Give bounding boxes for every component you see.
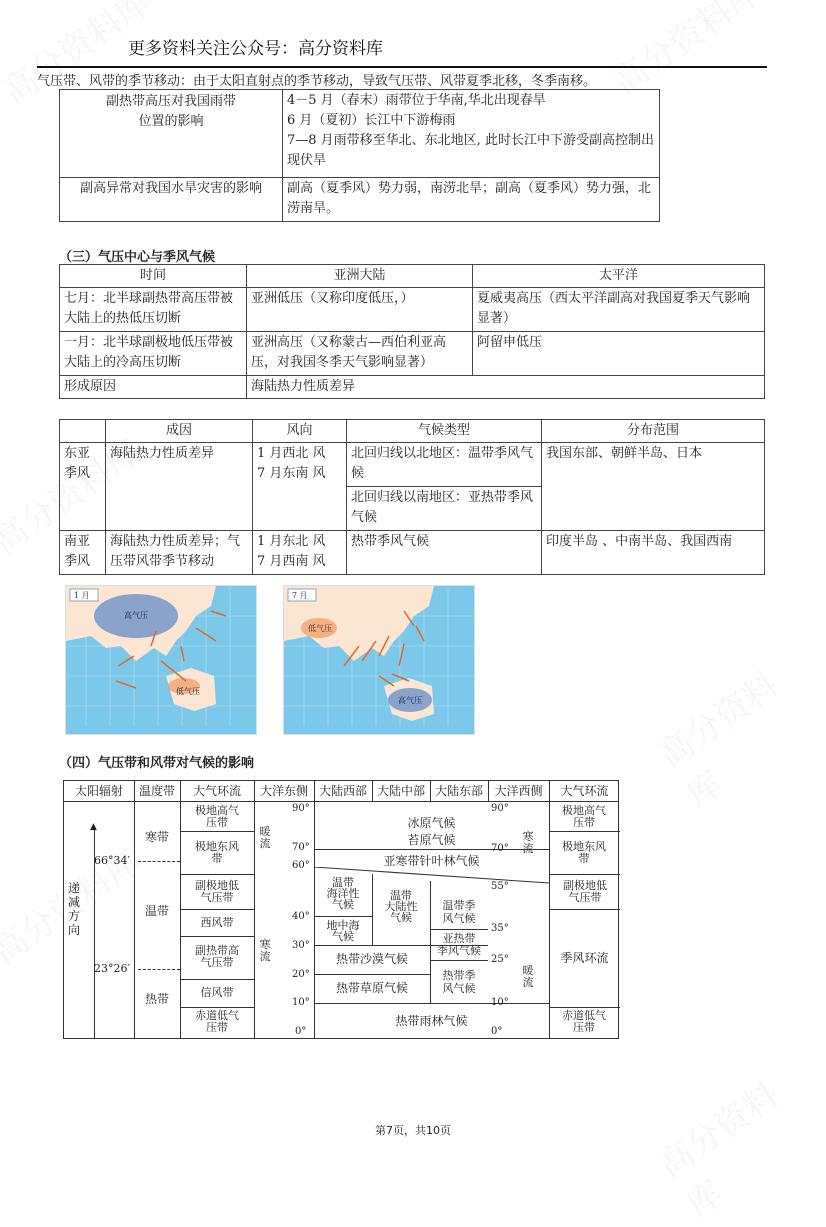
circulation-cell: 极地高气压带 [562,804,606,829]
column-header: 大洋西侧 [494,784,543,798]
circulation-cell: 赤道低气压带 [195,1009,239,1034]
watermark [601,0,768,103]
column-header: 大陆中部 [376,784,425,798]
table-cell: 夏威夷高压（西太平洋副高对我国夏季天气影响显著） [473,288,765,332]
climate-rainforest: 热带雨林气候 [395,1014,468,1028]
table-cell: 七月：北半球副热带高压带被大陆上的热低压切断 [60,288,247,332]
cold-current-label: 寒流 [259,938,271,963]
circulation-cell: 副极地低气压带 [563,879,607,904]
svg-text:低气压: 低气压 [308,624,332,633]
column-header: 成因 [106,420,253,443]
section-title: （四）气压带和风带对气候的影响 [59,756,255,771]
table-cell: 形成原因 [60,376,247,399]
latitude-tick: 10° [491,997,509,1008]
svg-text:高气压: 高气压 [124,611,148,620]
zone-label: 寒带 [144,830,169,844]
column-header: 大气环流 [192,784,241,798]
watermark [647,1051,826,1226]
page-number: 第7页，共10页 [375,1124,451,1137]
column-header: 太平洋 [473,265,765,288]
column-header: 大洋东侧 [259,784,308,798]
header-divider [37,66,767,68]
climate-marine: 温带 海洋性 气候 [326,876,360,911]
column-header: 时间 [60,265,247,288]
latitude-tick: 20° [292,969,310,980]
circulation-cell: 西风带 [200,916,234,929]
climate-cell: 北回归线以北地区：温带季风气候 [347,443,542,487]
column-header: 分布范围 [542,420,765,443]
circulation-cell: 信风带 [200,986,234,999]
row-label: 副热带高压对我国雨带 位置的影响 [60,90,283,178]
climate-desert: 热带沙漠气候 [335,952,408,966]
column-header: 风向 [253,420,347,443]
climate-subtropical-monsoon: 亚热带 季风气候 [437,932,481,957]
subtropical-high-table [59,89,660,222]
column-header: 大陆东部 [434,784,483,798]
latitude-tick: 70° [491,843,509,854]
warm-current-label: 暖流 [522,964,534,989]
circulation-cell: 极地高气压带 [195,804,239,829]
row-content: 4－5 月（春末）雨带位于华南,华北出现春旱 6 月（夏初）长江中下游梅雨 7—8 月雨带移至华北、东北地区, 此时长江中下游受副高控制出现伏旱 [283,90,660,178]
circulation-cell: 副热带高气压带 [195,944,239,969]
map-july [283,585,475,735]
latitude-tick: 0° [491,1026,503,1037]
climate-tropical-monsoon: 热带季 风气候 [442,969,476,995]
latitude-tick: 60° [292,860,310,871]
wind-cell: 1 月西北 风 7 月东南 风 [253,443,347,531]
pressure-center-table [59,264,765,399]
column-header: 气候类型 [347,420,542,443]
climate-cell: 热带季风气候 [347,531,542,575]
climate-temperate-monsoon: 温带季 风气候 [442,899,476,925]
circulation-cell: 赤道低气压带 [562,1009,606,1034]
row-content: 副高（夏季风）势力弱，南涝北旱；副高（夏季风）势力强，北涝南旱。 [283,178,660,222]
map-january [65,585,257,735]
cold-current-label: 寒流 [522,830,534,855]
circulation-cell: 极地东风带 [195,840,239,865]
latitude-tick: 30° [292,940,310,951]
solar-label: 递减方向 [67,881,80,937]
circulation-cell: 季风环流 [560,951,609,965]
column-header: 亚洲大陆 [247,265,473,288]
table-cell: 海陆热力性质差异 [247,376,765,399]
column-header: 太阳辐射 [74,784,123,798]
intro-text: 气压带、风带的季节移动：由于太阳直射点的季节移动，导致气压带、风带夏季北移，冬季南移。 [37,74,597,89]
section-title: （三）气压中心与季风气候 [59,250,216,265]
column-header: 大陆西部 [318,784,367,798]
latitude-tick: 10° [292,997,310,1008]
table-cell: 一月：北半球副极地低压带被大陆上的冷高压切断 [60,332,247,376]
row-label: 副高异常对我国水旱灾害的影响 [60,178,283,222]
climate-mediterranean: 地中海 气候 [326,919,360,943]
latitude-tick: 0° [295,1026,307,1037]
monsoon-name: 东亚季风 [60,443,106,531]
svg-text:高气压: 高气压 [398,696,422,705]
latitude-tick: 40° [292,911,310,922]
latitude-tick: 90° [491,803,509,814]
zone-label: 热带 [144,992,169,1006]
cause-cell: 海陆热力性质差异；气压带风带季节移动 [106,531,253,575]
table-cell: 亚洲低压（又称印度低压，） [247,288,473,332]
circulation-cell: 极地东风带 [562,840,606,865]
climate-polar: 冰原气候 苔原气候 [407,816,456,847]
range-cell: 我国东部、朝鲜半岛、日本 [542,443,765,531]
climate-savanna: 热带草原气候 [335,981,408,995]
climate-cell: 北回归线以南地区：亚热带季风气候 [347,487,542,531]
latitude-tick: 70° [292,842,310,853]
climate-zone-diagram: 太阳辐射 温度带 大气环流 大洋东侧 大陆西部 大陆中部 大陆东部 大洋西侧 大气环流 ▲ 递减方向 66°34′ 23°26′ 寒带 温带 热带 极地高气压带 极地东风带 副极地低气压带 西风带 副热带高气压带 信风带 赤道低气压带 暖流 寒流 90° 70° 60° 40° 30° 20° 10° 0° 冰原气候 苔原气候 亚寒带针叶林气候 温带 海洋性 气候 地中海 气候 温带 大陆性 气候 温带季 风气候 亚热带 季风气候 热带沙漠气候 热带草原气候 热带季 风气候 热带雨林气候 90° 70° 55° 35° 25° 10° 0° 寒流 暖流 极地高气压带 极地东风带 副极地低气压带 季风环流 赤道低气压带 [63,780,619,1039]
svg-text:1 月: 1 月 [74,591,90,600]
warm-current-label: 暖流 [259,825,271,850]
column-header: 温度带 [138,784,175,798]
monsoon-table [59,419,765,575]
cause-cell: 海陆热力性质差异 [106,443,253,531]
circulation-cell: 副极地低气压带 [195,879,239,904]
latitude-tick: 25° [491,954,509,965]
latitude-label: 23°26′ [94,962,130,975]
table-cell: 阿留申低压 [473,332,765,376]
table-cell: 亚洲高压（又称蒙古—西伯利亚高压，对我国冬季天气影响显著） [247,332,473,376]
latitude-tick: 90° [292,803,310,814]
watermark [647,641,826,816]
monsoon-name: 南亚季风 [60,531,106,575]
latitude-tick: 35° [491,923,509,934]
latitude-label: 66°34′ [94,854,130,867]
latitude-tick: 55° [491,881,509,892]
range-cell: 印度半岛 、中南半岛、我国西南 [542,531,765,575]
wind-cell: 1 月东北 风 7 月西南 风 [253,531,347,575]
zone-label: 温带 [144,904,169,918]
svg-text:低气压: 低气压 [176,687,200,696]
page-header: 更多资料关注公众号：高分资料库 [128,39,383,59]
svg-text:7 月: 7 月 [292,591,308,600]
column-header [60,420,106,443]
column-header: 大气环流 [560,784,609,798]
climate-subarctic: 亚寒带针叶林气候 [383,854,480,868]
climate-continental: 温带 大陆性 气候 [384,889,418,924]
